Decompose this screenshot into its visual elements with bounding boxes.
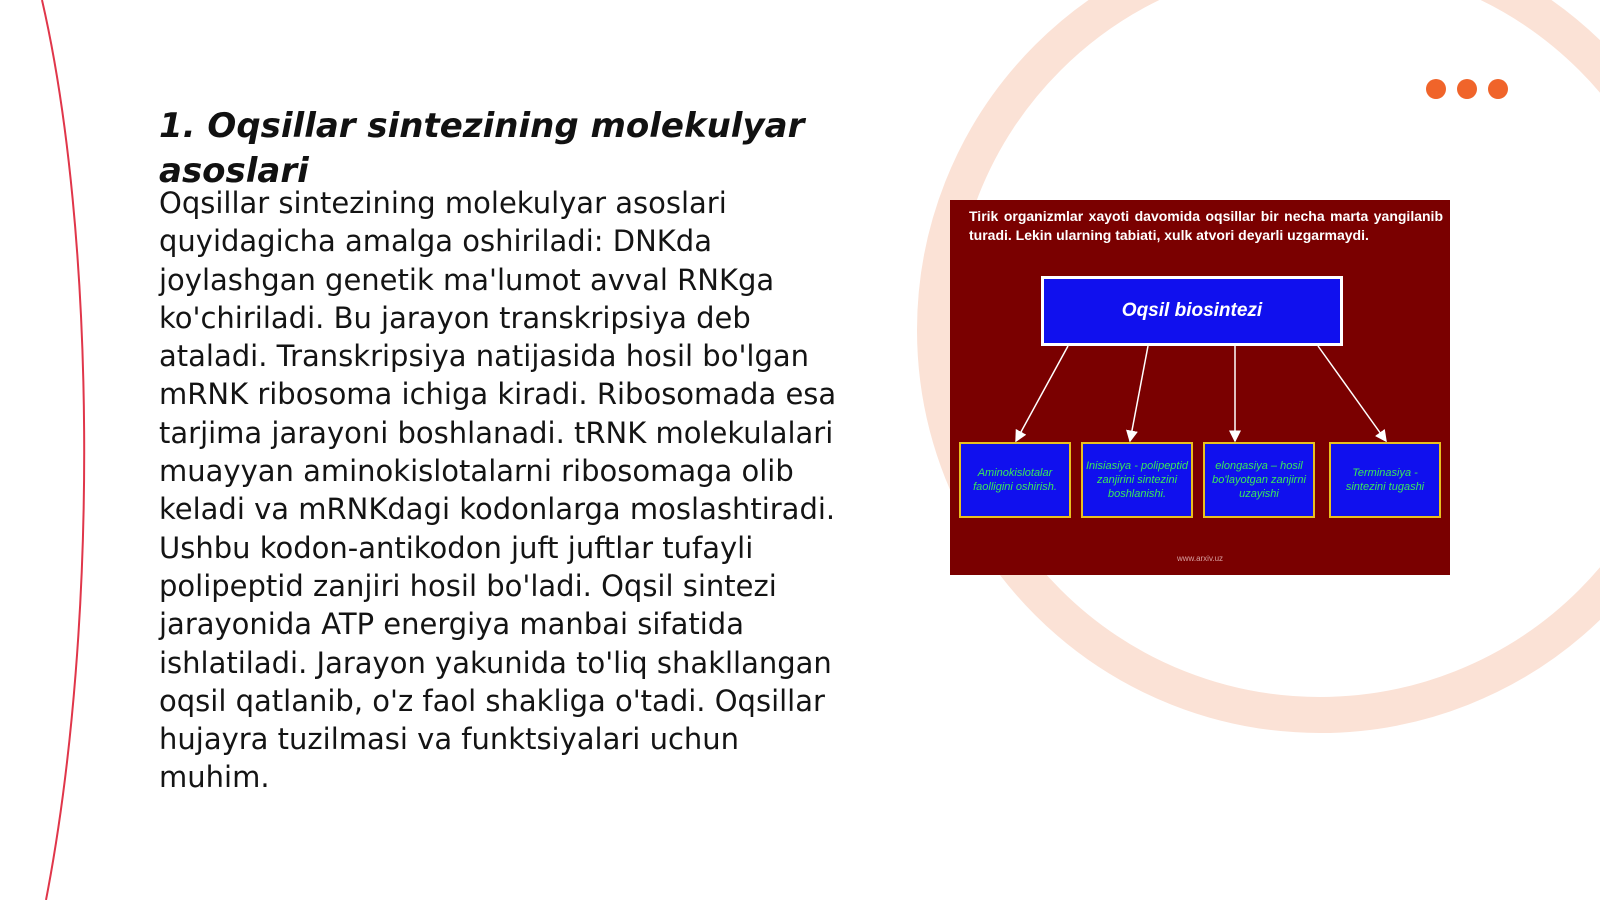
left-red-curve (42, 0, 84, 900)
slide-title: 1. Oqsillar sintezining molekulyar asoslari (159, 106, 805, 191)
orange-dot-icon (1488, 79, 1508, 99)
menu-dots (1426, 79, 1508, 99)
step-box-initiation: Inisiasiya - polipeptid zanjirini sintezini boshlanishi. (1081, 442, 1193, 518)
step-box-elongation: elongasiya – hosil bo'layotgan zanjirni uzayishi (1203, 442, 1315, 518)
step-box-termination: Terminasiya - sintezini tugashi (1329, 442, 1441, 518)
arrow-4 (1318, 346, 1386, 441)
figure-source-watermark: www.arxiv.uz (1176, 554, 1224, 563)
figure-intro-text: Tirik organizmlar xayoti davomida oqsillar bir necha marta yangilanib turadi. Lekin ularning tabiati, xulk atvori deyarli uzgarmaydi. (969, 208, 1443, 243)
slide-body-text: Oqsillar sintezining molekulyar asoslari quyidagicha amalga oshiriladi: DNKda joylashgan genetik ma'lumot avval RNKga ko'chiriladi. Bu jarayon transkripsiya deb ataladi. Transkripsiya natijasida hosil bo'lgan mRNK ribosoma ichiga kiradi. Ribosomada esa tarjima jarayoni boshlanadi. tRNK molekulalari muayyan aminokislotalarni ribosomaga olib keladi va mRNKdagi kodonlarga moslashtiradi. Ushbu kodon-antikodon juft juftlar tufayli polipeptid zanjiri hosil bo'ladi. Oqsil sintezi jarayonida ATP energiya manbai sifatida ishlatiladi. Jarayon yakunida to'liq shakllangan oqsil qatlanib, o'z faol shakliga o'tadi. Oqsillar hujayra tuzilmasi va funktsiyalari uchun muhim. (159, 186, 837, 795)
orange-dot-icon (1426, 79, 1446, 99)
arrow-2 (1130, 346, 1148, 441)
protein-biosynthesis-figure (950, 200, 1450, 575)
arrow-1 (1016, 346, 1068, 441)
orange-dot-icon (1457, 79, 1477, 99)
figure-main-box: Oqsil biosintezi (1041, 276, 1343, 346)
figure-arrows (950, 200, 1450, 575)
step-box-activation: Aminokislotalar faolligini oshirish. (959, 442, 1071, 518)
